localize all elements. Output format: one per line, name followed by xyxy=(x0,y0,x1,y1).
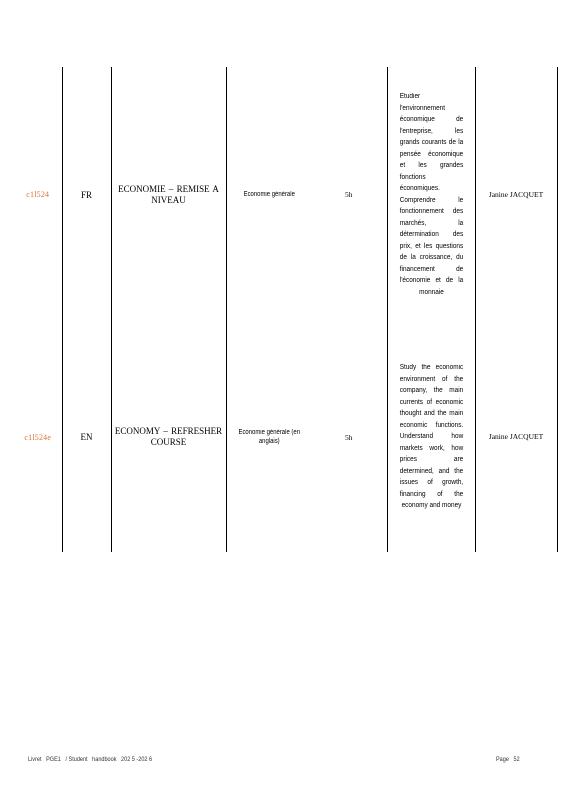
course-language: EN xyxy=(62,322,111,552)
footer-handbook-label: Livret PGE1 / Student handbook 202 5 -202 6 xyxy=(28,756,153,763)
course-hours: 5h xyxy=(311,67,387,322)
table-row xyxy=(14,322,557,552)
course-title: ECONOMIE – REMISE A NIVEAU xyxy=(111,67,226,322)
course-code: c1l524 xyxy=(14,67,62,322)
table-row xyxy=(14,67,557,322)
course-code: c1l524e xyxy=(14,322,62,552)
course-title: ECONOMY – REFRESHER COURSE xyxy=(111,322,226,552)
course-field: Economie générale (en anglais) xyxy=(237,429,300,445)
course-description: Study the economic environment of the company, the main currents of economic thought and the main economic functions. Understand how markets work, how prices are determined, and the issues of growth, financing of the economy and money xyxy=(399,364,463,510)
course-hours: 5h xyxy=(311,322,387,552)
course-table xyxy=(14,67,558,552)
course-field-cell xyxy=(226,67,311,322)
course-description-cell xyxy=(387,67,475,322)
course-description: Etudier l'environnement économique de l'entreprise, les grands courants de la pensée économique et les grandes fonctions économiques. Comprendre le fonctionnement des marchés, la détermination des prix, et les questions de la croissance, du financement de l'économie et de la monnaie xyxy=(399,93,463,296)
course-teacher: Janine JACQUET xyxy=(475,67,557,322)
course-field-cell xyxy=(226,322,311,552)
footer-page-number: Page 52 xyxy=(496,756,520,763)
course-field: Economie générale xyxy=(243,191,295,198)
course-language: FR xyxy=(62,67,111,322)
course-description-cell xyxy=(387,322,475,552)
course-teacher: Janine JACQUET xyxy=(475,322,557,552)
